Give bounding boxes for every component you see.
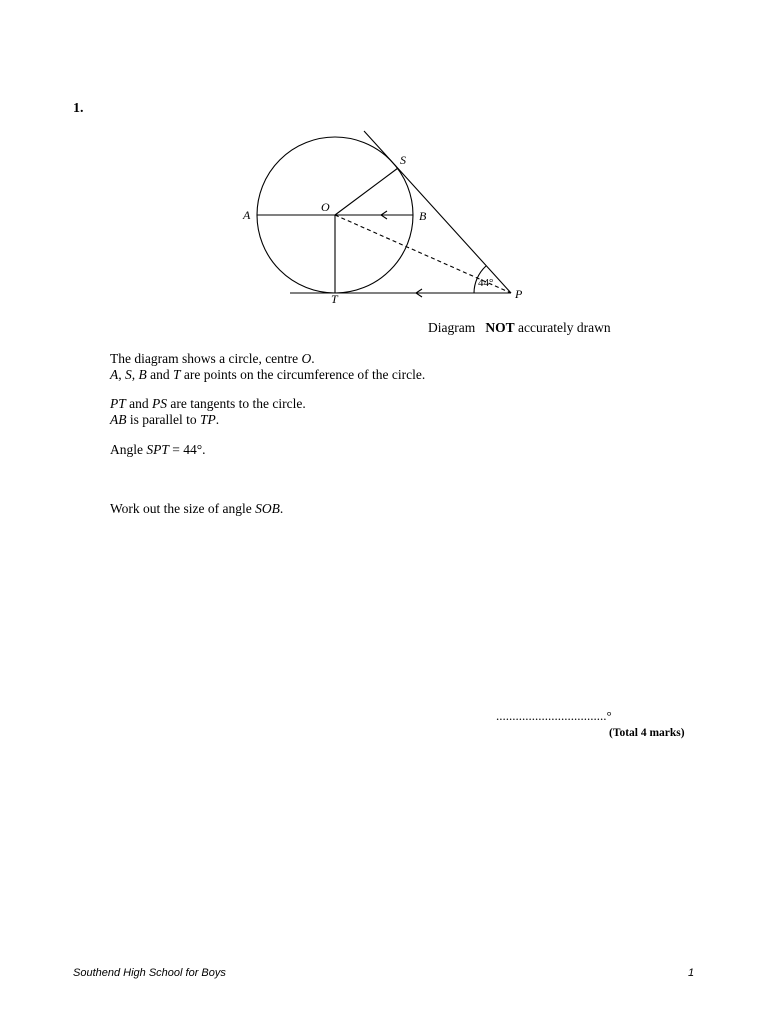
- text-line-5-b: SPT: [146, 442, 169, 457]
- angle-label: 44°: [478, 277, 494, 289]
- caption-suffix: accurately drawn: [514, 320, 611, 335]
- geometry-diagram: [0, 0, 768, 400]
- caption-emphasis: NOT: [485, 320, 515, 335]
- label-o: O: [321, 200, 330, 214]
- diagram-caption: [428, 320, 611, 336]
- text-line-6-b: SOB: [255, 501, 280, 516]
- text-line-5-c: = 44°.: [168, 442, 206, 457]
- total-marks: (Total 4 marks): [609, 727, 685, 739]
- label-a: A: [243, 208, 251, 222]
- text-line-4-a: AB: [110, 412, 127, 427]
- text-line-2-a: A, S, B: [110, 367, 147, 382]
- text-line-4: [110, 411, 219, 428]
- text-line-2: [110, 366, 425, 383]
- text-line-1-b: O: [301, 351, 312, 366]
- text-line-6-a: Work out the size of angle: [110, 501, 256, 516]
- text-line-4-d: .: [215, 412, 220, 427]
- text-line-2-d: are points on the circumference of the circle.: [180, 367, 426, 382]
- label-s: S: [400, 153, 406, 167]
- text-line-3: [110, 395, 306, 412]
- text-line-4-b: is parallel to: [126, 412, 200, 427]
- answer-line[interactable]: ..................................°: [496, 708, 612, 723]
- text-line-3-a: PT: [110, 396, 126, 411]
- text-line-3-b: and: [125, 396, 153, 411]
- text-line-6: [110, 500, 283, 517]
- label-p: P: [515, 287, 523, 301]
- caption-prefix: Diagram: [428, 320, 476, 335]
- question-number: 1.: [73, 101, 84, 116]
- text-line-4-c: TP: [199, 412, 216, 427]
- radius-os: [335, 168, 398, 215]
- footer-page-number: 1: [688, 967, 695, 979]
- text-line-1: [110, 350, 315, 367]
- text-line-5: [110, 441, 206, 458]
- text-line-1-a: The diagram shows a circle, centre: [110, 351, 302, 366]
- text-line-5-a: Angle: [110, 442, 147, 457]
- text-line-3-c: PS: [152, 396, 168, 411]
- text-line-1-c: .: [311, 351, 315, 366]
- footer-school: Southend High School for Boys: [73, 967, 226, 979]
- label-t: T: [331, 292, 338, 306]
- text-line-2-b: and: [146, 367, 173, 382]
- label-b: B: [419, 209, 427, 223]
- text-line-6-c: .: [279, 501, 284, 516]
- text-line-2-c: T: [173, 367, 181, 382]
- text-line-3-d: are tangents to the circle.: [167, 396, 306, 411]
